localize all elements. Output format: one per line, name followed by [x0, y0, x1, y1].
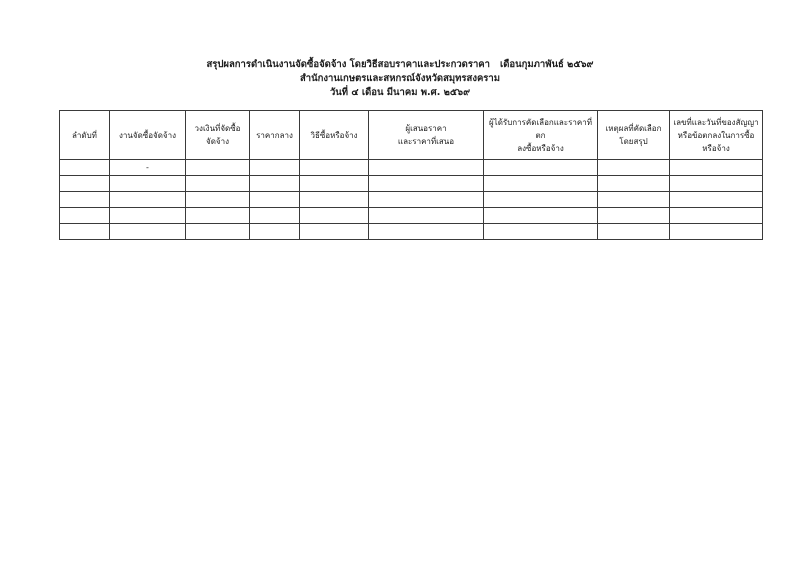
table-cell	[300, 192, 369, 208]
table-cell	[186, 192, 250, 208]
report-month: เดือนกุมภาพันธ์ ๒๕๖๙	[499, 59, 594, 70]
column-header-contract-number: เลขที่และวันที่ของสัญญา หรือข้อตกลงในการซื้อ หรือจ้าง	[670, 111, 763, 160]
table-cell	[250, 176, 300, 192]
table-cell	[110, 224, 186, 240]
column-header-order: ลำดับที่	[60, 111, 110, 160]
document-header	[0, 58, 800, 100]
table-cell	[598, 160, 670, 176]
table-cell	[484, 176, 598, 192]
table-row	[60, 160, 763, 176]
table-cell	[300, 208, 369, 224]
table-row	[60, 176, 763, 192]
table-cell	[186, 224, 250, 240]
table-cell	[369, 192, 484, 208]
column-header-selection-reason: เหตุผลที่คัดเลือก โดยสรุป	[598, 111, 670, 160]
column-header-bidders: ผู้เสนอราคา และราคาที่เสนอ	[369, 111, 484, 160]
column-header-selected-bidder: ผู้ได้รับการคัดเลือกและราคาที่ตก ลงซื้อหรือจ้าง	[484, 111, 598, 160]
table-cell	[60, 224, 110, 240]
table-cell	[250, 160, 300, 176]
table-cell	[186, 208, 250, 224]
table-cell	[110, 208, 186, 224]
table-cell	[484, 224, 598, 240]
table-cell	[300, 176, 369, 192]
column-header-method: วิธีซื้อหรือจ้าง	[300, 111, 369, 160]
table-cell	[670, 192, 763, 208]
table-row	[60, 208, 763, 224]
table-cell	[60, 208, 110, 224]
table-cell	[300, 160, 369, 176]
column-header-budget: วงเงินที่จัดซื้อ จัดจ้าง	[186, 111, 250, 160]
table-cell	[110, 176, 186, 192]
table-cell	[60, 160, 110, 176]
office-name: สำนักงานเกษตรและสหกรณ์จังหวัดสมุทรสงคราม	[299, 73, 501, 84]
table-header-row	[60, 111, 763, 160]
table-cell: -	[110, 160, 186, 176]
table-cell	[369, 224, 484, 240]
table-cell	[60, 176, 110, 192]
table-cell	[186, 176, 250, 192]
table-cell	[670, 176, 763, 192]
table-cell	[186, 160, 250, 176]
column-header-procurement-work: งานจัดซื้อจัดจ้าง	[110, 111, 186, 160]
table-cell	[250, 192, 300, 208]
column-header-median-price: ราคากลาง	[250, 111, 300, 160]
table-cell	[670, 224, 763, 240]
table-cell	[60, 192, 110, 208]
table-cell	[300, 224, 369, 240]
title-line	[0, 58, 800, 72]
table-cell	[369, 208, 484, 224]
document-title: สรุปผลการดำเนินงานจัดซื้อจัดจ้าง โดยวิธีสอบราคาและประกวดราคา	[206, 59, 490, 70]
table-cell	[598, 224, 670, 240]
table-cell	[598, 208, 670, 224]
table-cell	[369, 160, 484, 176]
report-date: วันที่ ๔ เดือน มีนาคม พ.ศ. ๒๕๖๙	[329, 87, 471, 98]
procurement-summary-table	[59, 110, 763, 240]
table-cell	[369, 176, 484, 192]
table-cell	[110, 192, 186, 208]
table-cell	[250, 208, 300, 224]
table-cell	[484, 192, 598, 208]
table-cell	[484, 160, 598, 176]
table-cell	[250, 224, 300, 240]
table-cell	[598, 176, 670, 192]
table-cell	[598, 192, 670, 208]
table-cell	[670, 160, 763, 176]
table-row	[60, 192, 763, 208]
table-row	[60, 224, 763, 240]
table-cell	[670, 208, 763, 224]
table-cell	[484, 208, 598, 224]
